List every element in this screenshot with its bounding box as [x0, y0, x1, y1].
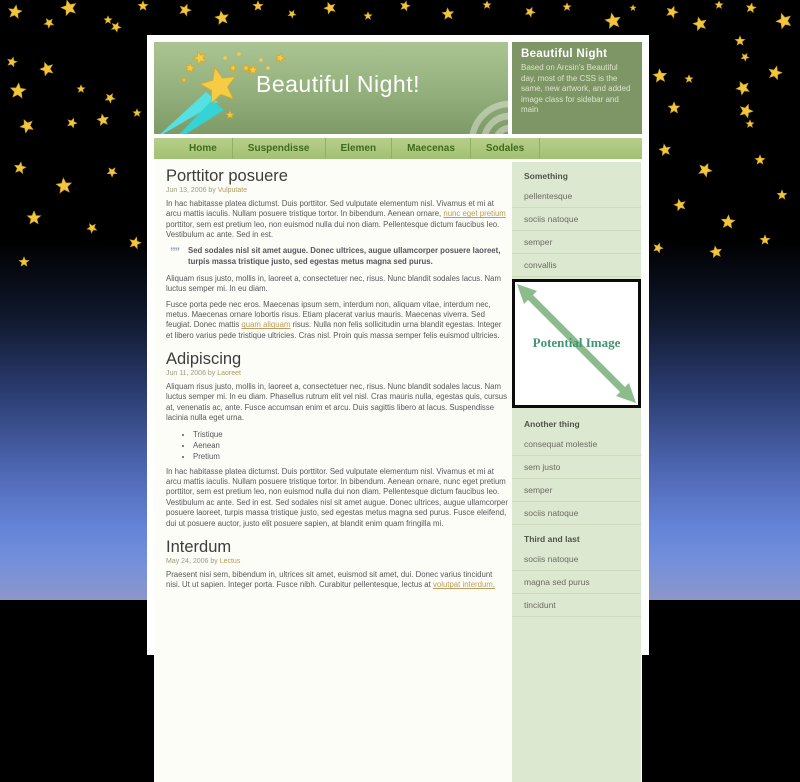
star-icon: [735, 36, 745, 45]
sidebar-link-sem-justo[interactable]: sem justo: [512, 456, 641, 479]
star-icon: [736, 82, 749, 95]
star-icon: [288, 11, 296, 19]
post-date: May 24, 2006 by Lectus: [166, 557, 241, 565]
list-item: • Aenean: [193, 440, 508, 451]
star-icon: [740, 104, 753, 117]
sidebar-link-semper[interactable]: semper: [512, 231, 641, 254]
star-icon: [777, 190, 787, 199]
post-date: Jun 11, 2006 by Laoreet: [166, 370, 241, 378]
post-paragraph: Aliquam risus justo, mollis in, laoreet a, consectetuer nec, risus. Nunc blandit sodales lacus. Nam luctus semper mi. In eu diam. Phasellus rutrum elit vel nisl. Cras mauris nulla, egestas quis, cursus at, venenatis ac, ante. Fusce accumsan enim et arcu. Duis sagittis libero at lacus. Suspendisse lacinia nulla eget urna.: [166, 382, 508, 423]
star-icon: [667, 6, 678, 17]
star-icon: [97, 114, 108, 125]
nav-item-sodales[interactable]: Sodales: [471, 138, 540, 159]
rings-icon: [496, 128, 508, 134]
nav-item-maecenas[interactable]: Maecenas: [392, 138, 471, 159]
header-info-box: [512, 42, 642, 134]
star-icon: [630, 5, 636, 10]
post-blockquote: ”” Sed sodales nisl sit amet augue. Donec ultrices, augue ullamcorper posuere laoreet, turpis massa tristique justo, sed egestas metus magna sed purus.: [170, 246, 501, 267]
sidebar-section-title: Another thing: [524, 419, 580, 429]
star-icon: [710, 246, 721, 257]
star-icon: [401, 1, 410, 11]
inline-link[interactable]: quam aliquam: [241, 320, 291, 330]
sidebar-link-convallis[interactable]: convallis: [512, 254, 641, 277]
star-icon: [693, 17, 706, 30]
star-icon: [563, 3, 571, 10]
header-banner: [154, 42, 508, 134]
info-box-description: Based on Arcsin's Beautiful day, most of the CSS is the same, new artwork, and added image class for sidebar and main: [521, 63, 631, 115]
nav-item-home[interactable]: Home: [174, 138, 233, 159]
star-icon: [526, 8, 535, 17]
star-icon: [104, 16, 112, 23]
post-author-link[interactable]: Laoreet: [217, 370, 241, 378]
star-icon: [215, 11, 228, 24]
star-icon: [230, 64, 237, 72]
sidebar-link-consequat-molestie[interactable]: consequat molestie: [512, 433, 641, 456]
star-icon: [138, 1, 148, 10]
star-icon: [181, 77, 187, 82]
page: [147, 35, 649, 655]
star-icon: [776, 14, 791, 29]
post-title: Adipiscing: [166, 350, 242, 369]
star-icon: [77, 85, 85, 92]
star-icon: [741, 54, 749, 62]
star-icon: [8, 57, 17, 66]
star-icon: [105, 94, 115, 103]
nav-item-elemen[interactable]: Elemen: [326, 138, 393, 159]
star-icon: [722, 215, 735, 228]
star-icon: [746, 120, 754, 127]
sidebar-section-title: Third and last: [524, 534, 580, 544]
image-placeholder-label: Potential Image: [532, 334, 621, 350]
star-icon: [253, 1, 263, 10]
star-icon: [68, 118, 77, 128]
post: [166, 350, 508, 529]
list-item: • Tristique: [193, 429, 508, 440]
content-area: [154, 159, 642, 782]
star-icon: [180, 4, 191, 15]
star-icon: [668, 102, 679, 113]
star-icon: [15, 162, 26, 173]
sidebar-link-sociis-natoque[interactable]: sociis natoque: [512, 208, 641, 231]
star-dot-icon: [223, 56, 227, 60]
sidebar-link-pellentesque[interactable]: pellentesque: [512, 185, 641, 208]
sidebar-link-sociis-natoque[interactable]: sociis natoque: [512, 548, 641, 571]
star-icon: [747, 3, 756, 12]
sidebar-image-placeholder: [512, 279, 641, 408]
post-date: Jun 13, 2006 by Vulputate: [166, 187, 248, 194]
star-icon: [653, 69, 666, 82]
star-icon: [226, 111, 234, 118]
sidebar-link-magna-sed-purus[interactable]: magna sed purus: [512, 571, 641, 594]
star-icon: [659, 144, 670, 155]
nav-item-suspendisse[interactable]: Suspendisse: [233, 138, 326, 159]
star-icon: [130, 237, 141, 248]
star-icon: [56, 178, 71, 193]
post-paragraph: In hac habitasse platea dictumst. Duis porttitor. Sed vulputate elementum nisl. Vivamus et mi at arcu mattis iaculis. Nullam posuere tristique tortor. In bibendum. Aenean ornare, nunc eget pretium porttitor, sem est pretium leo, non euismod nulla dui non diam. Pellentesque dictum faucibus leo. Vestibulum ac ante. Sed in est.: [166, 199, 506, 240]
main-nav: [154, 138, 642, 159]
star-icon: [193, 51, 206, 64]
star-dot-icon: [237, 52, 241, 56]
star-icon: [186, 63, 195, 72]
main-column: [154, 159, 512, 782]
star-icon: [9, 5, 22, 18]
star-icon: [11, 83, 26, 98]
star-icon: [483, 1, 491, 8]
star-icon: [242, 64, 250, 72]
star-icon: [20, 120, 33, 133]
page-header: [154, 42, 642, 134]
star-icon: [27, 211, 40, 224]
star-dot-icon: [266, 66, 270, 70]
post-author-link[interactable]: Lectus: [219, 557, 241, 565]
sidebar-link-sociis-natoque[interactable]: sociis natoque: [512, 502, 641, 525]
post-list: [166, 429, 508, 462]
star-icon: [674, 199, 685, 210]
post-paragraph: Aliquam risus justo, mollis in, laoreet a, consectetuer nec, risus. Nunc blandit sodales lacus. Nam luctus semper mi. In eu diam.: [166, 273, 501, 294]
star-icon: [87, 224, 97, 233]
star-icon: [685, 75, 693, 82]
post-paragraph: Fusce porta pede nec eros. Maecenas ipsum sem, interdum non, aliquam vitae, interdum nec, metus. Maecenas ornare lobortis risus. Etiam placerat varius mauris. Maecenas viverra. Sed feugiat. Donec mattis quam aliquam risus. Nulla non felis sollicitudin urna blandit egestas. Integer et libero varius pede tristique ultricies. Cras nisl. Proin quis massa semper felis euismod ultricies.: [166, 299, 502, 340]
list-item: • Pretium: [193, 451, 508, 462]
star-icon: [61, 0, 76, 15]
star-icon: [40, 62, 53, 75]
quote-icon: ””: [170, 246, 179, 259]
star-icon: [276, 53, 285, 63]
sidebar: [512, 162, 641, 782]
sidebar-link-tincidunt[interactable]: tincidunt: [512, 594, 641, 617]
star-icon: [112, 23, 121, 32]
post: [166, 167, 508, 341]
star-icon: [699, 164, 712, 177]
star-dot-icon: [259, 58, 263, 62]
info-box-title: Beautiful Night: [521, 48, 608, 60]
star-icon: [442, 8, 453, 19]
star-icon: [715, 1, 723, 8]
star-icon: [44, 19, 54, 28]
star-icon: [654, 243, 663, 253]
star-icon: [605, 13, 620, 28]
star-icon: [364, 12, 372, 19]
post-paragraph: Praesent nisi sem, bibendum in, ultrices sit amet, euismod sit amet, dui. Donec varius tincidunt nisi. Ut ut sapien. Integer porta. Fusce nibh. Curabitur pellentesque, lectus at volutpat interdum,: [166, 569, 495, 590]
site-title: Beautiful Night!: [256, 71, 420, 97]
inline-link[interactable]: volutpat interdum,: [432, 580, 495, 590]
star-icon: [755, 155, 765, 164]
post-author-link[interactable]: Vulputate: [217, 187, 248, 194]
post-title: Interdum: [166, 537, 232, 556]
post: [166, 538, 508, 591]
star-icon: [19, 257, 29, 266]
star-icon: [133, 109, 141, 116]
star-icon: [769, 66, 782, 79]
star-icon: [760, 235, 770, 244]
post-title: Porttitor posuere: [166, 167, 288, 185]
sidebar-link-semper[interactable]: semper: [512, 479, 641, 502]
star-icon: [107, 168, 117, 177]
post-paragraph: In hac habitasse platea dictumst. Duis porttitor. Sed vulputate elementum nisl. Vivamus et mi at arcu mattis iaculis. Nullam posuere tristique tortor. In bibendum. Aenean ornare, nunc eget pretium porttitor, sem est pretium leo, non euismod nulla dui non diam. Pellentesque dictum faucibus leo. Vestibulum ac ante. Sed in est. Sed sodales nisl sit amet augue. Donec ultrices, augue ullamcorper posuere laoreet, turpis massa tristique justo, sed egestas metus magna sed purus. Fusce eleifend, dui ut posuere auctor, justo elit posuere sapien, at blandit enim quam fringilla mi.: [166, 466, 508, 528]
sidebar-section-title: Something: [524, 171, 568, 181]
star-icon: [324, 2, 335, 13]
inline-link[interactable]: nunc eget pretium: [443, 209, 506, 219]
